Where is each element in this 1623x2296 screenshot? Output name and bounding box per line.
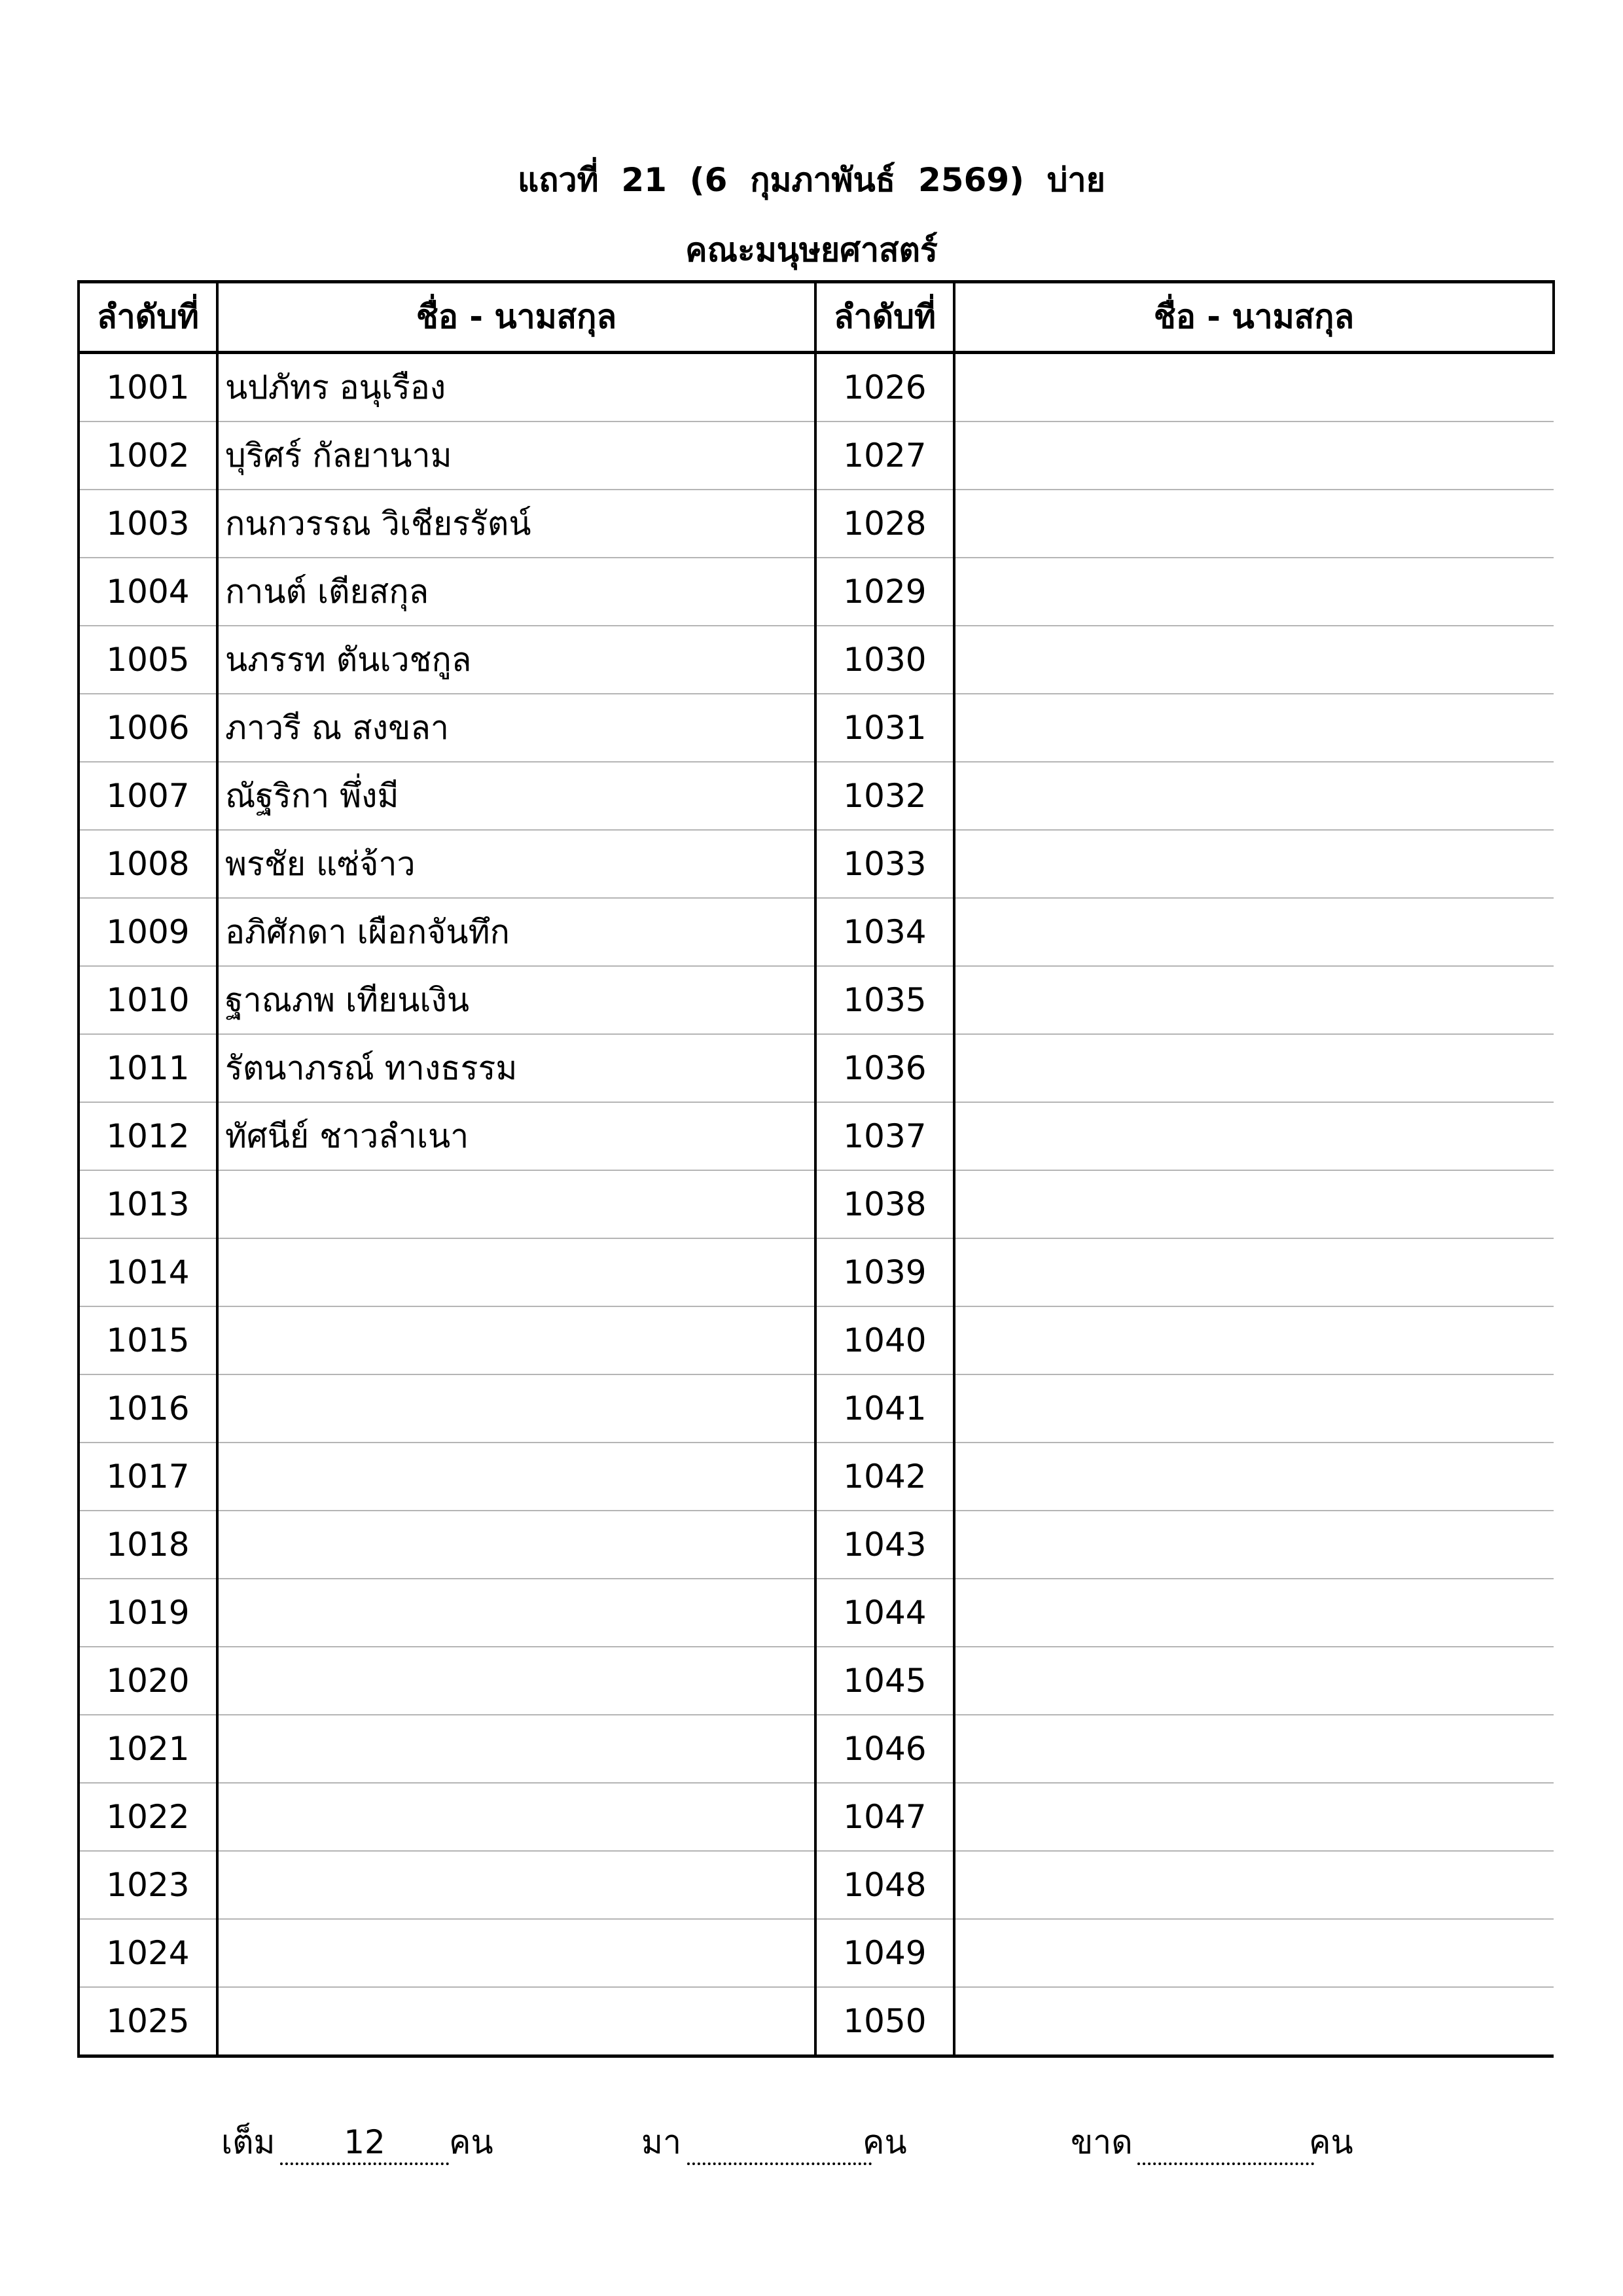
present-count-field[interactable]: [687, 2119, 872, 2165]
student-name-left: [217, 1170, 815, 1238]
full-count-label: เต็ม: [221, 2123, 276, 2161]
student-name-left: [217, 1443, 815, 1511]
row-number-left: 1003: [79, 490, 217, 558]
table-row: [79, 694, 1554, 762]
student-name-left: บุริศร์ กัลยานาม: [217, 422, 815, 490]
student-name-right: [954, 558, 1554, 626]
row-number-left: 1001: [79, 353, 217, 422]
student-name-right: [954, 626, 1554, 694]
student-name-right: [954, 1783, 1554, 1851]
attendance-table: [77, 280, 1555, 2058]
faculty-subtitle: คณะมนุษยศาสตร์: [685, 231, 938, 269]
column-header-number-right: ลำดับที่: [815, 282, 954, 353]
row-number-right: 1027: [815, 422, 954, 490]
row-number-right: 1032: [815, 762, 954, 830]
row-number-right: 1038: [815, 1170, 954, 1238]
student-name-right: [954, 1170, 1554, 1238]
table-row: [79, 558, 1554, 626]
student-name-left: [217, 1647, 815, 1715]
column-header-name-right: ชื่อ - นามสกุล: [954, 282, 1554, 353]
row-number-right: 1028: [815, 490, 954, 558]
row-number-left: 1018: [79, 1511, 217, 1579]
row-number-right: 1050: [815, 1987, 954, 2056]
student-name-right: [954, 1715, 1554, 1783]
row-number-right: 1047: [815, 1783, 954, 1851]
student-name-right: [954, 694, 1554, 762]
row-number-left: 1008: [79, 830, 217, 898]
row-number-left: 1002: [79, 422, 217, 490]
absent-count-label: ขาด: [1071, 2123, 1133, 2161]
student-name-left: [217, 1783, 815, 1851]
row-number-left: 1025: [79, 1987, 217, 2056]
student-name-right: [954, 830, 1554, 898]
student-name-left: พรชัย แซ่จ้าว: [217, 830, 815, 898]
student-name-right: [954, 966, 1554, 1034]
table-row: [79, 1238, 1554, 1306]
full-count-field[interactable]: 12: [280, 2119, 449, 2165]
table-row: [79, 966, 1554, 1034]
student-name-left: [217, 1579, 815, 1647]
row-number-right: 1049: [815, 1919, 954, 1987]
absent-count-field[interactable]: [1137, 2119, 1314, 2165]
row-number-right: 1029: [815, 558, 954, 626]
student-name-right: [954, 1987, 1554, 2056]
row-number-left: 1004: [79, 558, 217, 626]
student-name-right: [954, 1374, 1554, 1443]
row-number-left: 1009: [79, 898, 217, 966]
student-name-left: ภาวรี ณ สงขลา: [217, 694, 815, 762]
student-name-right: [954, 1919, 1554, 1987]
present-count-label: มา: [641, 2123, 682, 2161]
row-number-left: 1023: [79, 1851, 217, 1919]
table-row: [79, 762, 1554, 830]
row-number-left: 1021: [79, 1715, 217, 1783]
student-name-left: [217, 1851, 815, 1919]
student-name-left: [217, 1511, 815, 1579]
row-number-right: 1026: [815, 353, 954, 422]
student-name-left: นภรรท ตันเวชกูล: [217, 626, 815, 694]
student-name-left: [217, 1715, 815, 1783]
table-row: [79, 1034, 1554, 1102]
row-number-left: 1020: [79, 1647, 217, 1715]
row-number-right: 1033: [815, 830, 954, 898]
table-row: [79, 1715, 1554, 1783]
table-row: [79, 422, 1554, 490]
student-name-left: [217, 1987, 815, 2056]
row-number-right: 1039: [815, 1238, 954, 1306]
table-row: [79, 898, 1554, 966]
row-number-right: 1048: [815, 1851, 954, 1919]
row-number-right: 1045: [815, 1647, 954, 1715]
student-name-right: [954, 762, 1554, 830]
column-header-name-left: ชื่อ - นามสกุล: [217, 282, 815, 353]
student-name-right: [954, 1443, 1554, 1511]
student-name-left: ณัฐริกา พึ่งมี: [217, 762, 815, 830]
table-header-row: [79, 282, 1554, 353]
table-row: [79, 1374, 1554, 1443]
table-row: [79, 490, 1554, 558]
row-number-right: 1044: [815, 1579, 954, 1647]
column-header-number-left: ลำดับที่: [79, 282, 217, 353]
row-number-left: 1010: [79, 966, 217, 1034]
row-number-right: 1040: [815, 1306, 954, 1374]
table-row: [79, 1919, 1554, 1987]
student-name-right: [954, 1306, 1554, 1374]
row-number-left: 1015: [79, 1306, 217, 1374]
row-number-right: 1035: [815, 966, 954, 1034]
table-row: [79, 353, 1554, 422]
table-row: [79, 1306, 1554, 1374]
row-number-left: 1022: [79, 1783, 217, 1851]
student-name-left: [217, 1919, 815, 1987]
student-name-left: [217, 1374, 815, 1443]
table-row: [79, 1987, 1554, 2056]
student-name-right: [954, 1238, 1554, 1306]
student-name-left: กานต์ เตียสกุล: [217, 558, 815, 626]
row-number-left: 1017: [79, 1443, 217, 1511]
full-count-unit: คน: [449, 2123, 493, 2161]
student-name-right: [954, 422, 1554, 490]
student-name-right: [954, 1579, 1554, 1647]
row-number-right: 1030: [815, 626, 954, 694]
row-number-right: 1043: [815, 1511, 954, 1579]
row-number-right: 1042: [815, 1443, 954, 1511]
row-number-left: 1019: [79, 1579, 217, 1647]
row-number-left: 1005: [79, 626, 217, 694]
absent-count-unit: คน: [1309, 2123, 1353, 2161]
table-row: [79, 626, 1554, 694]
student-name-right: [954, 353, 1554, 422]
student-name-right: [954, 490, 1554, 558]
table-row: [79, 1851, 1554, 1919]
student-name-left: ฐาณภพ เทียนเงิน: [217, 966, 815, 1034]
student-name-left: [217, 1306, 815, 1374]
student-name-right: [954, 1034, 1554, 1102]
table-row: [79, 1511, 1554, 1579]
page-title: แถวที่ 21 (6 กุมภาพันธ์ 2569) บ่าย: [518, 161, 1105, 199]
present-count-unit: คน: [863, 2123, 907, 2161]
student-name-right: [954, 1511, 1554, 1579]
row-number-left: 1014: [79, 1238, 217, 1306]
table-row: [79, 1783, 1554, 1851]
student-name-left: [217, 1238, 815, 1306]
row-number-left: 1012: [79, 1102, 217, 1170]
row-number-right: 1046: [815, 1715, 954, 1783]
attendance-summary: [0, 2108, 1623, 2186]
row-number-left: 1011: [79, 1034, 217, 1102]
table-row: [79, 1647, 1554, 1715]
row-number-right: 1037: [815, 1102, 954, 1170]
student-name-left: กนกวรรณ วิเชียรรัตน์: [217, 490, 815, 558]
row-number-left: 1024: [79, 1919, 217, 1987]
table-row: [79, 1443, 1554, 1511]
student-name-right: [954, 1851, 1554, 1919]
table-row: [79, 1170, 1554, 1238]
table-row: [79, 1579, 1554, 1647]
row-number-left: 1013: [79, 1170, 217, 1238]
student-name-left: อภิศักดา เผือกจันทึก: [217, 898, 815, 966]
row-number-right: 1034: [815, 898, 954, 966]
row-number-left: 1006: [79, 694, 217, 762]
row-number-right: 1031: [815, 694, 954, 762]
student-name-right: [954, 1102, 1554, 1170]
row-number-left: 1016: [79, 1374, 217, 1443]
table-row: [79, 830, 1554, 898]
student-name-left: รัตนาภรณ์ ทางธรรม: [217, 1034, 815, 1102]
student-name-right: [954, 898, 1554, 966]
row-number-right: 1041: [815, 1374, 954, 1443]
row-number-left: 1007: [79, 762, 217, 830]
student-name-left: นปภัทร อนุเรือง: [217, 353, 815, 422]
table-row: [79, 1102, 1554, 1170]
student-name-left: ทัศนีย์ ชาวลำเนา: [217, 1102, 815, 1170]
student-name-right: [954, 1647, 1554, 1715]
row-number-right: 1036: [815, 1034, 954, 1102]
